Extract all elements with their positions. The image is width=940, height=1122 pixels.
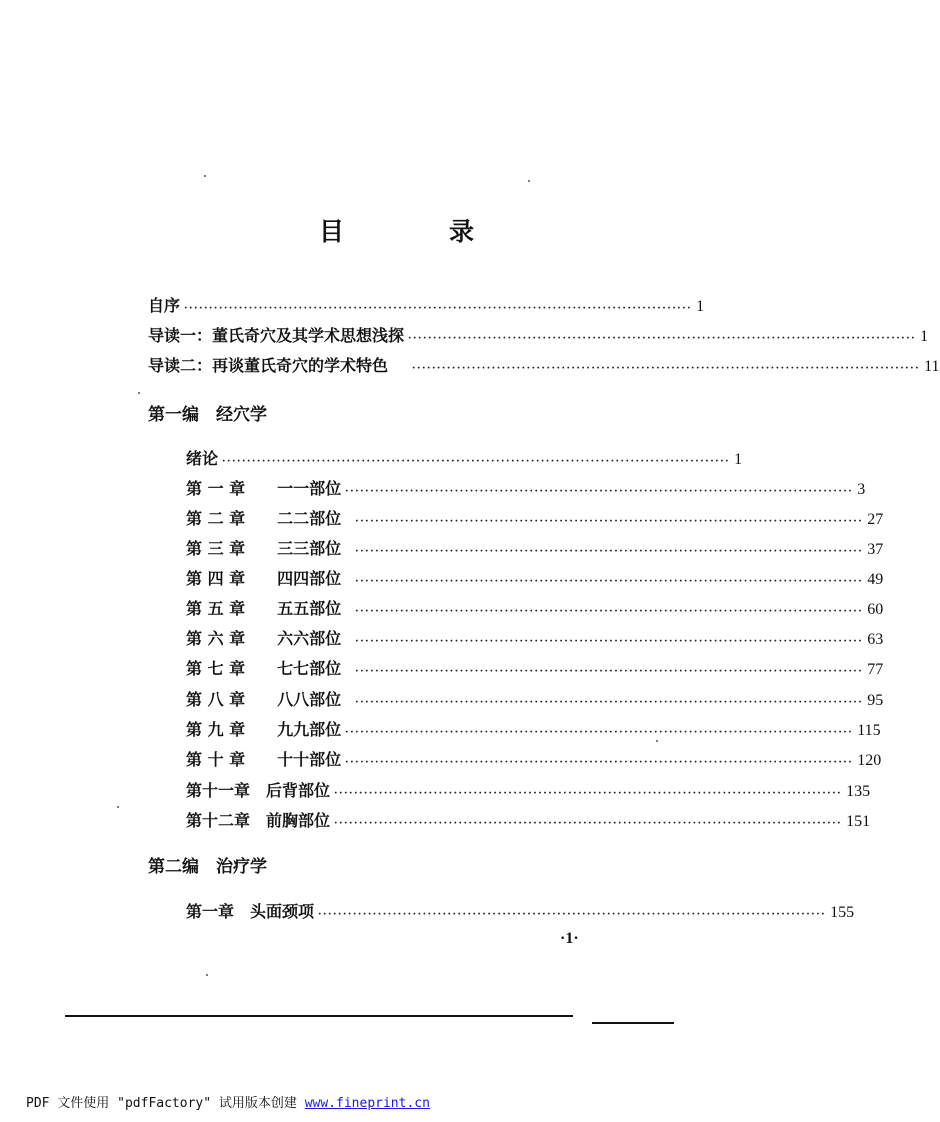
footer-link[interactable]: www.fineprint.cn (304, 1096, 430, 1111)
bottom-rule-short (592, 1022, 674, 1024)
toc-entry[interactable] (186, 717, 881, 741)
dot-leader: ······································································································ (355, 576, 864, 587)
toc-entry-label: 绪论 (186, 449, 219, 468)
toc-entry-page: 37 (867, 541, 884, 558)
toc-entry[interactable] (186, 476, 866, 500)
dot-leader: ······································································································ (355, 516, 864, 527)
toc-entry-page: 27 (867, 511, 884, 528)
bottom-rule (65, 1015, 573, 1017)
dot-leader: ······································································································ (345, 757, 854, 768)
dot-leader: ······································································································ (345, 727, 854, 738)
toc-entry-page: 49 (867, 571, 884, 588)
toc-entry-label: 第十二章 前胸部位 (186, 811, 331, 830)
page-number: ·1· (560, 930, 579, 947)
dot-leader: ······································································································ (355, 636, 864, 647)
toc-entry-page: 155 (830, 904, 855, 921)
toc-entry-page: 151 (846, 813, 871, 830)
toc-entry-page: 63 (867, 631, 884, 648)
dot-leader: ······································································································ (355, 606, 864, 617)
dot-leader: ······································································································ (412, 363, 921, 374)
page-title: 目 录 (318, 217, 514, 246)
toc-entry-page: 120 (857, 752, 882, 769)
toc-entry-page: 1 (696, 298, 705, 315)
toc-entry[interactable] (186, 656, 884, 680)
toc-entry-page: 3 (857, 481, 866, 498)
toc-entry-page: 77 (867, 661, 884, 678)
toc-entry-page: 1 (734, 451, 743, 468)
toc-entry-page: 60 (867, 601, 884, 618)
toc-entry[interactable] (186, 566, 884, 590)
toc-entry-label: 第 五 章 五五部位 (186, 599, 342, 618)
toc-entry[interactable] (186, 596, 884, 620)
toc-entry[interactable] (186, 747, 882, 771)
toc-entry-label: 第一章 头面颈项 (186, 902, 315, 921)
toc-entry-label: 第 七 章 七七部位 (186, 659, 342, 678)
toc-entry-page: 1 (920, 328, 929, 345)
dot-leader: ······································································································ (355, 697, 864, 708)
dot-leader: ······································································································ (345, 486, 854, 497)
dot-leader: ······································································································ (408, 333, 917, 344)
scan-speck (204, 175, 206, 177)
toc-entry-intro-1[interactable] (148, 323, 929, 347)
dot-leader: ······································································································ (222, 456, 731, 467)
scan-speck (528, 180, 530, 182)
toc-entry-label: 第 一 章 一一部位 (186, 479, 342, 498)
toc-entry-label: 第 二 章 二二部位 (186, 509, 342, 528)
toc-entry-label: 第 十 章 十十部位 (186, 750, 342, 769)
toc-entry-intro-2[interactable] (148, 353, 940, 377)
dot-leader: ······································································································ (355, 546, 864, 557)
dot-leader: ······································································································ (184, 303, 693, 314)
toc-entry-label: 第十一章 后背部位 (186, 781, 331, 800)
section-heading-part2: 第二编 治疗学 (148, 857, 267, 877)
pdf-footer (26, 1092, 430, 1111)
dot-leader: ······································································································ (318, 909, 827, 920)
toc-entry-page: 11 (924, 358, 940, 375)
scan-speck (656, 740, 658, 742)
toc-entry[interactable] (186, 536, 884, 560)
dot-leader: ······································································································ (334, 788, 843, 799)
toc-entry-label: 导读一：董氏奇穴及其学术思想浅探 (148, 326, 405, 345)
toc-entry-preface[interactable] (148, 293, 705, 317)
toc-entry[interactable] (186, 808, 871, 832)
section-heading-part1: 第一编 经穴学 (148, 405, 267, 425)
toc-entry-page: 135 (846, 783, 871, 800)
toc-entry-label: 第 八 章 八八部位 (186, 690, 342, 709)
toc-entry-label: 自序 (148, 296, 181, 315)
toc-entry[interactable] (186, 446, 743, 470)
toc-entry[interactable] (186, 778, 871, 802)
dot-leader: ······································································································ (355, 666, 864, 677)
toc-entry-label: 导读二：再谈董氏奇穴的学术特色 (148, 356, 389, 375)
scan-speck (206, 974, 208, 976)
toc-entry[interactable] (186, 506, 884, 530)
toc-entry-label: 第 九 章 九九部位 (186, 720, 342, 739)
toc-entry-label: 第 三 章 三三部位 (186, 539, 342, 558)
dot-leader: ······································································································ (334, 818, 843, 829)
scan-speck (117, 806, 119, 808)
toc-entry[interactable] (186, 626, 884, 650)
scan-speck (138, 392, 140, 394)
footer-text: PDF 文件使用 "pdfFactory" 试用版本创建 (26, 1096, 305, 1111)
toc-entry[interactable] (186, 687, 884, 711)
toc-entry[interactable] (186, 899, 855, 923)
toc-entry-label: 第 六 章 六六部位 (186, 629, 342, 648)
toc-entry-page: 95 (867, 692, 884, 709)
toc-entry-label: 第 四 章 四四部位 (186, 569, 342, 588)
toc-entry-page: 115 (857, 722, 881, 739)
